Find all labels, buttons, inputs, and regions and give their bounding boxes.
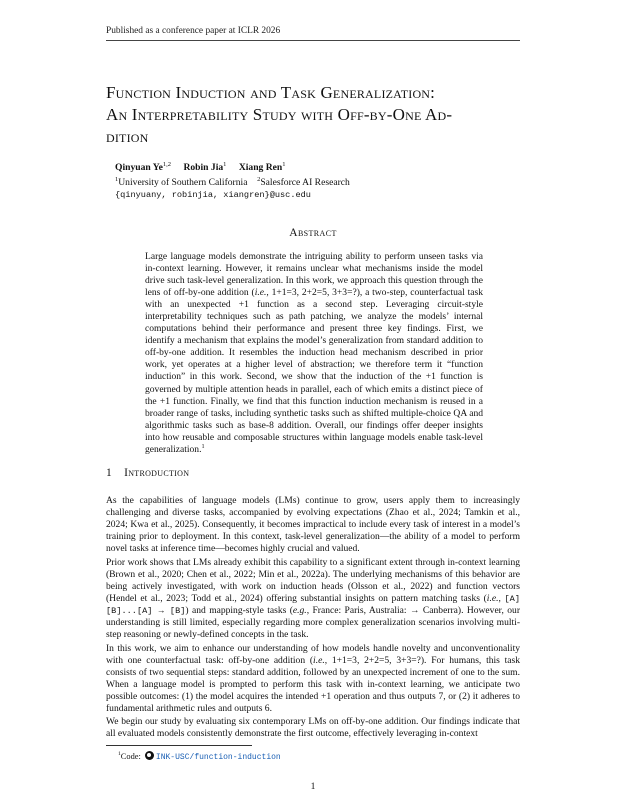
title-line-3: dition [106,127,149,146]
paragraph-4: We begin our study by evaluating six contemporary LMs on off-by-one addition. Our findings indicate that all evaluated models consistently demonstrate the first outcome, effectively leveraging in-context [106,716,520,740]
footnote [118,749,518,763]
running-head: Published as a conference paper at ICLR 2026 [106,26,520,41]
author-name: Qinyuan Ye$^{1,2}$ [115,161,172,174]
footnote-ref[interactable]: 1 [201,442,205,450]
github-icon [145,751,154,760]
abstract-heading: Abstract [289,227,337,239]
author-name: Robin Jia$^1$ [183,161,227,174]
author-affiliations: $^1$University of Southern California $^2$Salesforce AI Research [115,176,350,189]
author-name: Xiang Ren$^1$ [238,161,286,174]
paragraph-1: As the capabilities of language models (LMs) continue to grow, users apply them to increasingly challenging and diverse tasks, accompanied by evolving expectations (Zhao et al., 2024; Tamkin et al., 2024; Kwa et al., 2025). Consequently, it becomes impractical to include every task of interest in a model’s training prior to deployment. In this context, task-level generalization—the ability of a model to perform novel tasks at inference time—becomes highly crucial and valued. [106,495,520,555]
section-number: 1 [106,467,113,479]
inline-code: [A][B]...[A] → [B] [106,594,520,617]
affiliation-2: Salesforce AI Research [260,177,350,189]
footnote-label: Code: [120,751,141,761]
author-email[interactable]: {qinyuany, robinjia, xiangren}@usc.edu [115,190,311,201]
paragraph-3: In this work, we aim to enhance our understanding of how models handle novelty and unconventionality with one counterfactual task: off-by-one addition (i.e., 1+1=3, 2+2=5, 3+3=?). For humans, this task consists of two sequential steps: standard addition, followed by an unexpected increment of one to the sum. When a language model is prompted to perform this task with in-context learning, we anticipate two possible outcomes: (1) the model acquires the intended +1 operation and thus outputs 7, or (2) it adheres to fundamental arithmetic rules and outputs 6. [106,643,520,715]
author-block [115,159,515,201]
code-link[interactable]: INK-USC/function-induction [155,752,281,762]
footnote-rule [106,745,252,746]
footnote-mark: 1 [118,751,121,757]
paragraph-2: Prior work shows that LMs already exhibit this capability to a significant extent through in-context learning (Brown et al., 2020; Chen et al., 2022; Min et al., 2022a). The underlying mechanisms of this behavior are being actively investigated, with work on induction heads (Olsson et al., 2022) and function vectors (Hendel et al., 2023; Todd et al., 2024) offering substantial insights on pattern matching tasks (i.e., [A][B]...[A] → [B]) and mapping-style tasks (e.g., France: Paris, Australia: → Canberra). However, our understanding is still limited, especially regarding more complex generalization scenarios involving multi-step reasoning or newly-defined concepts in the task. [106,557,521,641]
affiliation-1: University of Southern California [118,177,248,189]
section-heading [106,467,520,479]
author-names [115,159,515,174]
page-number: 1 [310,781,316,792]
title-line-2: An Interpretability Study with Off-by-One Ad- [106,105,453,124]
title-line-1: Function Induction and Task Generalization: [106,83,436,102]
abstract-text: Large language models demonstrate the intriguing ability to perform unseen tasks via in-context learning. However, it remains unclear what mechanisms inside the model drive such task-level generalization. In this work, we approach this question through the lens of off-by-one addition (i.e., 1+1=3, 2+2=5, 3+3=?), a two-step, counterfactual task with an unexpected +1 function as a second step. Leveraging circuit-style interpretability techniques such as path patching, we analyze the models’ internal computations behind their performance and present three key findings. First, we identify a mechanism that explains the model’s generalization from standard addition to off-by-one addition. It resembles the induction head mechanism described in prior work, yet operates at a higher level of abstraction; we therefore term it “function induction” in this work. Second, we show that the induction of the +1 function is governed by multiple attention heads in parallel, each of which emits a distinct piece of the +1 function. Finally, we find that this function induction mechanism is reused in a broader range of tasks, including synthetic tasks such as shifted multiple-choice QA and algorithmic tasks such as base-8 addition. Overall, our findings offer deeper insights into how reusable and composable structures within language models enable task-level generalization.$^1$ [145,251,483,455]
paper-title [106,82,526,148]
section-title: Introduction [124,467,190,479]
